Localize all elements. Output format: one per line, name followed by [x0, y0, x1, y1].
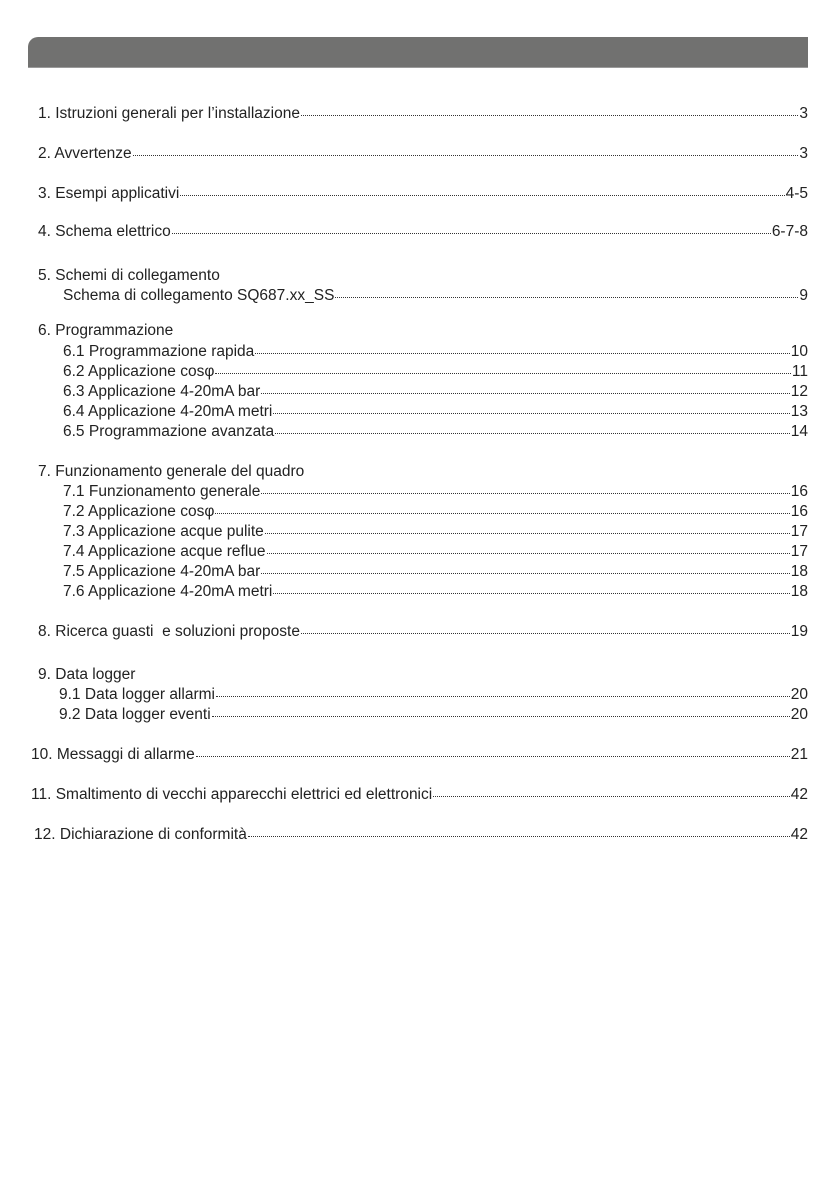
dot-leader: [172, 233, 771, 234]
toc-title: Messaggi di allarme: [56, 746, 195, 763]
dot-leader: [275, 433, 790, 434]
toc-title: Programmazione rapida: [88, 343, 255, 360]
dot-leader: [301, 633, 790, 634]
toc-entry-7-2[interactable]: [63, 502, 808, 522]
toc-title: Applicazione cosφ: [88, 503, 215, 520]
toc-entry-9-2[interactable]: [59, 705, 808, 725]
toc-entry-11[interactable]: [31, 785, 808, 805]
toc-number: 6.1: [63, 343, 85, 360]
toc-entry-3[interactable]: [38, 184, 808, 204]
toc-title: Applicazione acque reflue: [88, 543, 266, 560]
toc-title: Applicazione 4-20mA metri: [88, 583, 273, 600]
toc-title: Programmazione avanzata: [88, 423, 275, 440]
toc-title: Data logger: [55, 666, 136, 683]
toc-number: 7.6: [63, 583, 85, 600]
toc-page: 19: [790, 623, 808, 640]
toc-entry-9-1[interactable]: [59, 685, 808, 705]
toc-number: 7.: [38, 463, 51, 480]
toc-number: 7.1: [63, 483, 85, 500]
dot-leader: [180, 195, 784, 196]
toc-page: 16: [790, 503, 808, 520]
toc-number: 7.3: [63, 523, 85, 540]
toc-number: 7.5: [63, 563, 85, 580]
toc-page: 17: [790, 523, 808, 540]
toc-entry-6-1[interactable]: [63, 342, 808, 362]
toc-number: 9.1: [59, 686, 81, 703]
toc-entry-7[interactable]: [38, 462, 808, 482]
toc-page: 42: [790, 786, 808, 803]
dot-leader: [216, 696, 790, 697]
toc-entry-10[interactable]: [31, 745, 808, 765]
toc-number: 6.4: [63, 403, 85, 420]
toc-page: 4-5: [785, 185, 808, 202]
toc-title: Schema elettrico: [55, 223, 171, 240]
toc-title: Data logger eventi: [84, 706, 211, 723]
dot-leader: [335, 297, 798, 298]
dot-leader: [215, 513, 789, 514]
toc-entry-5-1[interactable]: [63, 286, 808, 306]
toc-page: 17: [790, 543, 808, 560]
toc-number: 7.4: [63, 543, 85, 560]
dot-leader: [255, 353, 789, 354]
toc-number: 9.2: [59, 706, 81, 723]
toc-entry-7-3[interactable]: [63, 522, 808, 542]
toc-page: 6-7-8: [771, 223, 808, 240]
toc-number: 7.2: [63, 503, 85, 520]
dot-leader: [265, 533, 790, 534]
dot-leader: [301, 115, 798, 116]
toc-entry-9[interactable]: [38, 665, 808, 685]
dot-leader: [267, 553, 790, 554]
toc-entry-7-6[interactable]: [63, 582, 808, 602]
toc-number: 3.: [38, 185, 51, 202]
toc-title: Smaltimento di vecchi apparecchi elettrici ed elettronici: [55, 786, 433, 803]
toc-title: Avvertenze: [54, 145, 132, 162]
toc-title: Ricerca guasti e soluzioni proposte: [55, 623, 300, 640]
toc-entry-5[interactable]: [38, 266, 808, 286]
dot-leader: [133, 155, 799, 156]
section-header-bar: [28, 37, 808, 68]
toc-number: 9.: [38, 666, 51, 683]
dot-leader: [273, 593, 789, 594]
toc-page: 16: [790, 483, 808, 500]
toc-number: 5.: [38, 267, 51, 284]
dot-leader: [433, 796, 790, 797]
dot-leader: [248, 836, 790, 837]
toc-entry-2[interactable]: [38, 144, 808, 164]
toc-page: 3: [799, 105, 808, 122]
toc-title: Applicazione cosφ: [88, 363, 215, 380]
toc-entry-6-3[interactable]: [63, 382, 808, 402]
dot-leader: [261, 493, 789, 494]
toc-title: Applicazione acque pulite: [88, 523, 264, 540]
toc-title: Funzionamento generale: [88, 483, 261, 500]
toc-page: 11: [791, 363, 808, 380]
toc-number: 6.2: [63, 363, 85, 380]
toc-entry-4[interactable]: [38, 222, 808, 242]
toc-page: 21: [790, 746, 808, 763]
toc-number: 4.: [38, 223, 51, 240]
toc-page: 3: [799, 145, 808, 162]
toc-page: 14: [790, 423, 808, 440]
toc-page: 12: [790, 383, 808, 400]
toc-title: Schema di collegamento SQ687.xx_SS: [63, 287, 335, 304]
toc-number: 6.3: [63, 383, 85, 400]
dot-leader: [273, 413, 789, 414]
toc-number: 1.: [38, 105, 51, 122]
toc-entry-7-4[interactable]: [63, 542, 808, 562]
toc-entry-6-5[interactable]: [63, 422, 808, 442]
toc-page: 20: [790, 706, 808, 723]
toc-title: Applicazione 4-20mA bar: [88, 383, 261, 400]
toc-title: Dichiarazione di conformità: [59, 826, 247, 843]
toc-entry-6[interactable]: [38, 321, 808, 341]
toc-title: Applicazione 4-20mA bar: [88, 563, 261, 580]
toc-title: Funzionamento generale del quadro: [55, 463, 305, 480]
toc-title: Esempi applicativi: [55, 185, 180, 202]
toc-page: 18: [790, 583, 808, 600]
toc-number: 6.: [38, 322, 51, 339]
dot-leader: [215, 373, 791, 374]
toc-entry-6-2[interactable]: [63, 362, 808, 382]
toc-page: 9: [799, 287, 808, 304]
toc-page: 20: [790, 686, 808, 703]
toc-number: 12.: [34, 826, 56, 843]
toc-entry-8[interactable]: [38, 622, 808, 642]
toc-number: 6.5: [63, 423, 85, 440]
toc-number: 8.: [38, 623, 51, 640]
toc-title: Schemi di collegamento: [55, 267, 220, 284]
toc-entry-1[interactable]: [38, 104, 808, 124]
toc-entry-12[interactable]: [34, 825, 808, 845]
toc-number: 2.: [38, 145, 51, 162]
toc-page: 42: [790, 826, 808, 843]
dot-leader: [261, 573, 789, 574]
toc-number: 10.: [31, 746, 53, 763]
toc-page: 10: [790, 343, 808, 360]
toc-title: Programmazione: [55, 322, 174, 339]
toc-number: 11.: [31, 786, 52, 803]
toc-title: Istruzioni generali per l’installazione: [55, 105, 300, 122]
toc-title: Applicazione 4-20mA metri: [88, 403, 273, 420]
toc-page: 13: [790, 403, 808, 420]
toc-entry-7-5[interactable]: [63, 562, 808, 582]
toc-page: 18: [790, 563, 808, 580]
toc-entry-7-1[interactable]: [63, 482, 808, 502]
dot-leader: [196, 756, 790, 757]
toc-entry-6-4[interactable]: [63, 402, 808, 422]
dot-leader: [261, 393, 789, 394]
toc-title: Data logger allarmi: [84, 686, 215, 703]
dot-leader: [212, 716, 790, 717]
